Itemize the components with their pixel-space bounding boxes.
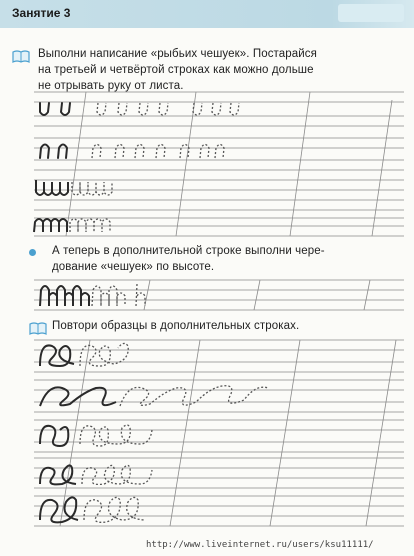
slant-guides xyxy=(60,92,396,526)
ruling-row xyxy=(34,458,404,488)
pattern-loop-dashed xyxy=(80,343,268,522)
pattern-w-dashed xyxy=(72,182,112,195)
ruling-row xyxy=(34,180,404,210)
pattern-u-solid xyxy=(40,103,70,115)
task-1-line-3: не отрывать руку от листа. xyxy=(38,80,184,92)
pattern-w-solid xyxy=(36,180,68,195)
lesson-title: Занятие 3 xyxy=(12,6,71,20)
pattern-alternating-dashed xyxy=(92,284,145,306)
watermark-url: http://www.liveinternet.ru/users/ksu11111/ xyxy=(146,540,374,550)
ruling-row xyxy=(34,420,404,452)
ruling-row xyxy=(34,92,404,126)
pattern-m-solid xyxy=(34,219,67,232)
task-3-line-1: Повтори образцы в дополнительных строках. xyxy=(52,320,300,332)
ruling-row xyxy=(34,380,404,412)
task-1-line-2: на третьей и четвёртой строках как можно дольше xyxy=(38,64,314,76)
pattern-n-solid xyxy=(40,145,67,159)
pattern-alternating-solid xyxy=(40,286,89,306)
ruling-row xyxy=(34,138,404,170)
pattern-m-dashed xyxy=(70,219,110,232)
ruling-lines xyxy=(34,92,404,526)
ruling-row xyxy=(34,218,404,236)
task-2-line-2: дование «чешуек» по высоте. xyxy=(52,261,215,273)
pattern-n-dashed xyxy=(92,145,224,159)
task-2-line-1: А теперь в дополнительной строке выполни чере- xyxy=(52,245,325,257)
pattern-u-dashed xyxy=(97,103,239,115)
task-1-line-1: Выполни написание «рыбьих чешуек». Постарайся xyxy=(38,48,317,60)
